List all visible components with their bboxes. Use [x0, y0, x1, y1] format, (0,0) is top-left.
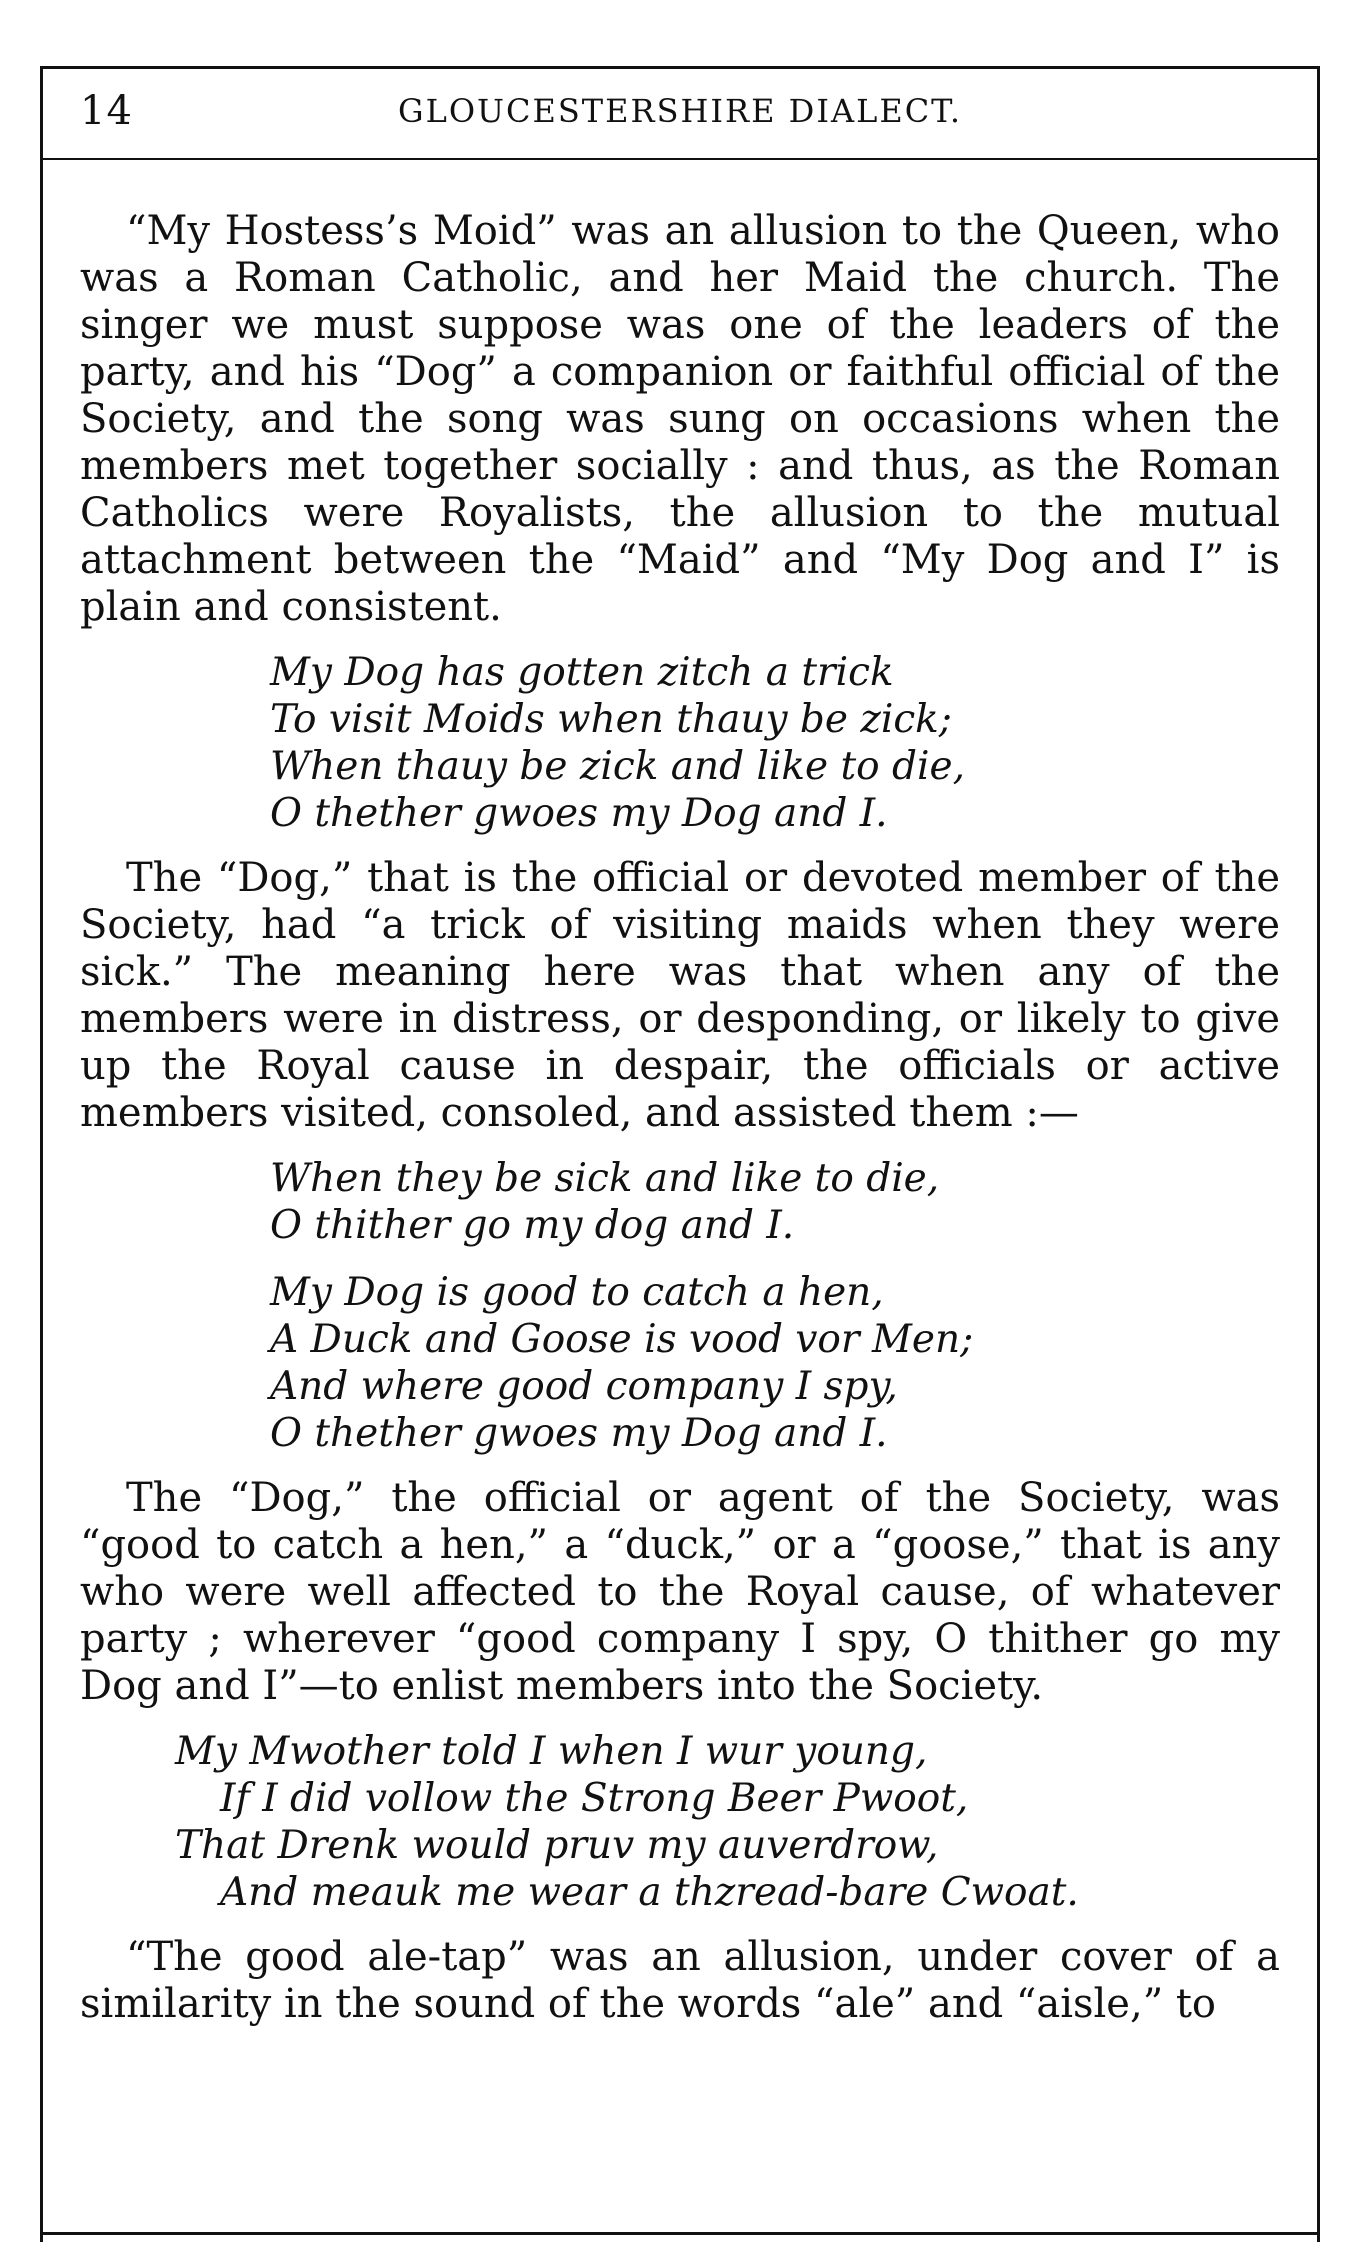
- verse-stanza-sick: [80, 1155, 1280, 1249]
- paragraph-dog-official: The “Dog,” that is the official or devoted member of the Society, had “a trick of visiting maids when they were sick.” The meaning here was that when any of the members were in distress, or desponding, or likely to give up the Royal cause in despair, the officials or active members visited, consoled, and assisted them :—: [80, 855, 1280, 1136]
- verse-line: O thither go my dog and I.: [270, 1203, 795, 1248]
- frame-bottom-rule: [40, 2232, 1320, 2235]
- page-number: 14: [80, 88, 133, 134]
- paragraph-hostess-moid: “My Hostess’s Moid” was an allusion to the Queen, who was a Roman Catholic, and her Maid the church. The singer we must suppose was one of the leaders of the party, and his “Dog” a companion or faithful official of the Society, and the song was sung on occasions when the members met together socially : and thus, as the Roman Catholics were Royalists, the allusion to the mutual attachment between the “Maid” and “My Dog and I” is plain and consistent.: [80, 208, 1280, 630]
- verse-line: O thether gwoes my Dog and I.: [270, 1411, 888, 1456]
- verse-line: And where good company I spy,: [270, 1364, 898, 1409]
- verse-stanza-mwother: [80, 1728, 1280, 1916]
- frame-left-rule: [40, 66, 43, 2242]
- verse-line: O thether gwoes my Dog and I.: [270, 791, 888, 836]
- frame-right-rule: [1317, 66, 1320, 2242]
- verse-line: My Dog has gotten zitch a trick: [270, 650, 894, 695]
- running-head: GLOUCESTERSHIRE DIALECT.: [398, 92, 962, 130]
- paragraph-dog-agent: The “Dog,” the official or agent of the Society, was “good to catch a hen,” a “duck,” or a “goose,” that is any who were well affected to the Royal cause, of whatever party ; wherever “good company I spy, O thither go my Dog and I”—to enlist members into the Society.: [80, 1475, 1280, 1709]
- verse-line: To visit Moids when thauy be zick;: [270, 697, 952, 742]
- verse-line: When they be sick and like to die,: [270, 1156, 940, 1201]
- paragraph-ale-tap: “The good ale-tap” was an allusion, under cover of a similarity in the sound of the words “ale” and “aisle,” to: [80, 1934, 1280, 2027]
- verse-line: If I did vollow the Strong Beer Pwoot,: [220, 1776, 969, 1821]
- verse-line: When thauy be zick and like to die,: [270, 744, 965, 789]
- verse-line: My Dog is good to catch a hen,: [270, 1270, 884, 1315]
- verse-line: And meauk me wear a thzread-bare Cwoat.: [220, 1870, 1079, 1915]
- header-rule: [40, 158, 1320, 160]
- verse-stanza-hen: [80, 1269, 1280, 1457]
- verse-stanza-trick: [80, 649, 1280, 837]
- verse-line: That Drenk would pruv my auverdrow,: [175, 1823, 939, 1868]
- frame-top-rule: [40, 66, 1320, 69]
- verse-line: My Mwother told I when I wur young,: [175, 1729, 928, 1774]
- page-body: [80, 208, 1280, 2028]
- verse-line: A Duck and Goose is vood vor Men;: [270, 1317, 974, 1362]
